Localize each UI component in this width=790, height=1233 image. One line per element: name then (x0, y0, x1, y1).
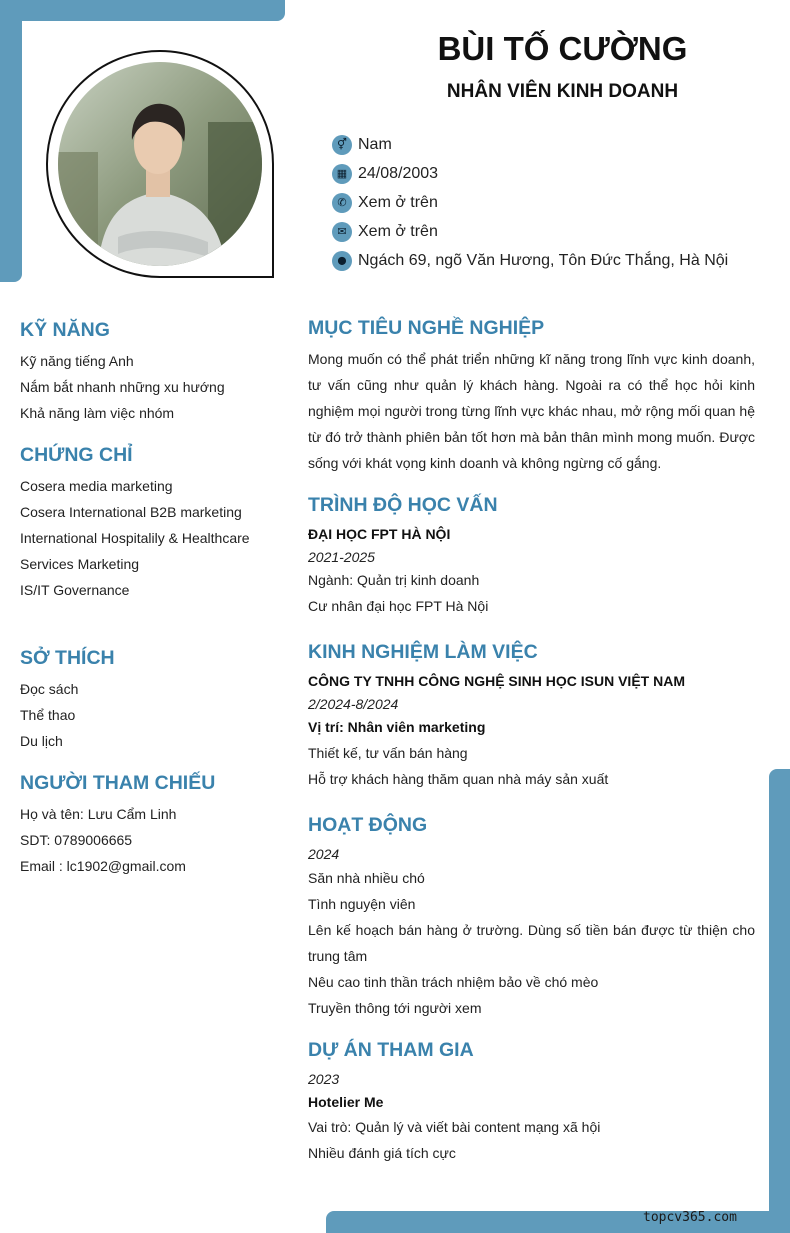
objective-heading: MỤC TIÊU NGHỀ NGHIỆP (308, 317, 545, 339)
location-icon: ⬤ (332, 251, 352, 271)
list-item: Cosera media marketing (20, 478, 173, 494)
company-name: CÔNG TY TNHH CÔNG NGHỆ SINH HỌC ISUN VIỆT NAM (308, 673, 685, 689)
calendar-icon: ▦ (332, 164, 352, 184)
list-item: Kỹ năng tiếng Anh (20, 353, 134, 369)
list-item: Du lịch (20, 733, 63, 749)
list-item: Services Marketing (20, 556, 140, 572)
list-item: Truyền thông tới người xem (308, 1000, 482, 1016)
contact-gender-text: Nam (358, 135, 392, 153)
list-item: Thể thao (20, 707, 76, 723)
experience-heading: KINH NGHIỆM LÀM VIỆC (308, 641, 538, 663)
list-item: Vai trò: Quản lý và viết bài content mạng xã hội (308, 1119, 601, 1135)
list-item: IS/IT Governance (20, 582, 130, 598)
certificates-heading: CHỨNG CHỈ (20, 444, 133, 466)
skills-heading: KỸ NĂNG (20, 319, 110, 341)
education-heading: TRÌNH ĐỘ HỌC VẤN (308, 494, 498, 516)
experience-period: 2/2024-8/2024 (308, 696, 399, 712)
decor-bar-left (0, 0, 22, 282)
list-item: Săn nhà nhiều chó (308, 870, 425, 886)
contact-address (332, 246, 728, 275)
contact-email-text: Xem ở trên (358, 222, 438, 240)
gender-icon: ⚥ (332, 135, 352, 155)
decor-bar-right (769, 769, 790, 1233)
list-item: Nêu cao tinh thần trách nhiệm bảo về chó mèo (308, 974, 599, 990)
certificates-section (20, 444, 290, 603)
list-item: Cosera International B2B marketing (20, 504, 242, 520)
education-section (308, 494, 755, 619)
education-degree: Cư nhân đại học FPT Hà Nội (308, 598, 489, 614)
contact-phone-text: Xem ở trên (358, 193, 438, 211)
list-item: Hỗ trợ khách hàng thăm quan nhà máy sản xuất (308, 771, 609, 787)
school-name: ĐẠI HỌC FPT HÀ NỘI (308, 526, 451, 542)
education-major: Ngành: Quản trị kinh doanh (308, 572, 480, 588)
profile-photo-frame (46, 50, 274, 278)
contact-phone (332, 188, 728, 217)
list-item: Email : lc1902@gmail.com (20, 858, 186, 874)
list-item: Lên kế hoạch bán hàng ở trường. Dùng số tiền bán được từ thiện cho trung tâm (308, 922, 755, 964)
activities-year: 2024 (308, 846, 340, 862)
phone-icon: ✆ (332, 193, 352, 213)
list-item: Nắm bắt nhanh những xu hướng (20, 379, 225, 395)
activities-section (308, 814, 755, 1021)
references-section (20, 772, 290, 879)
list-item: Thiết kế, tư vấn bán hàng (308, 745, 468, 761)
objective-section (308, 317, 755, 476)
mail-icon: ✉ (332, 222, 352, 242)
contact-address-text: Ngách 69, ngõ Văn Hương, Tôn Đức Thắng, Hà Nội (358, 251, 729, 269)
profile-photo (58, 62, 262, 266)
projects-year: 2023 (308, 1071, 340, 1087)
watermark: topcv365.com (643, 1210, 737, 1225)
list-item: Khả năng làm việc nhóm (20, 405, 175, 421)
hobbies-section (20, 647, 290, 754)
list-item: International Hospitalily & Healthcare (20, 530, 250, 546)
list-item: Nhiều đánh giá tích cực (308, 1145, 456, 1161)
decor-bar-top (0, 0, 285, 21)
list-item: SDT: 0789006665 (20, 832, 133, 848)
list-item: Tình nguyện viên (308, 896, 416, 912)
contact-birthday-text: 24/08/2003 (358, 164, 439, 182)
references-heading: NGƯỜI THAM CHIẾU (20, 772, 216, 794)
hobbies-heading: SỞ THÍCH (20, 647, 115, 669)
education-period: 2021-2025 (308, 549, 375, 565)
list-item: Đọc sách (20, 681, 79, 697)
projects-heading: DỰ ÁN THAM GIA (308, 1039, 474, 1061)
list-item: Họ và tên: Lưu Cẩm Linh (20, 806, 177, 822)
skills-section (20, 319, 290, 426)
experience-position: Vị trí: Nhân viên marketing (308, 719, 486, 735)
job-title: NHÂN VIÊN KINH DOANH (446, 81, 679, 102)
activities-heading: HOẠT ĐỘNG (308, 814, 428, 836)
projects-section (308, 1039, 755, 1166)
objective-text: Mong muốn có thể phát triển những kĩ năng trong lĩnh vực kinh doanh, tư vấn cũng như quản lý khách hàng. Ngoài ra có thể học hỏi kinh nghiệm mọi người trong từng lĩnh vực khác nhau, mở rộng mối quan hệ từ đó trở thành phiên bản tốt hơn mà bản thân mình mong muốn. Được sống với khát vọng kinh doanh và không ngừng cố gắng. (308, 351, 755, 471)
candidate-name: BÙI TỐ CƯỜNG (437, 30, 688, 67)
experience-section (308, 641, 755, 792)
contact-gender (332, 130, 728, 159)
contact-birthday (332, 159, 728, 188)
project-name: Hotelier Me (308, 1094, 384, 1110)
contact-email (332, 217, 728, 246)
contact-info (332, 130, 728, 275)
